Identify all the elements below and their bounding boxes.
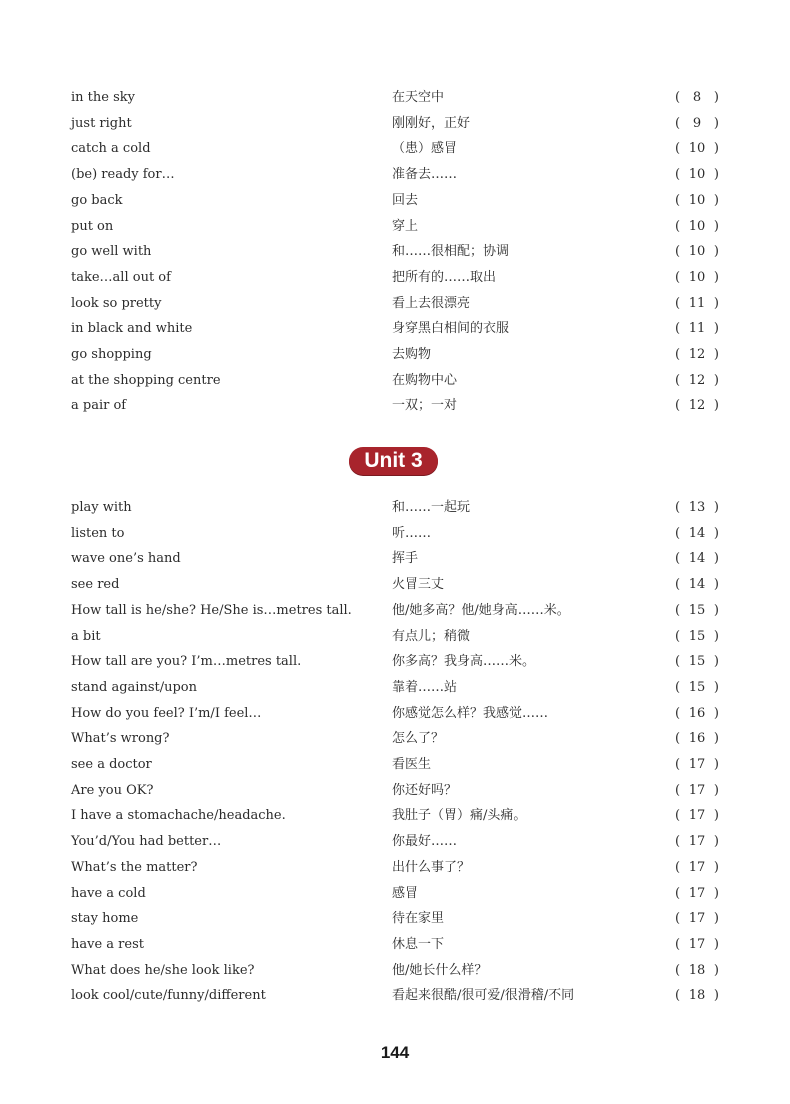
english-phrase: stay home: [71, 911, 139, 927]
page-reference: ( 10 ): [675, 266, 719, 290]
phrase-row: [0, 907, 790, 931]
english-phrase: just right: [71, 115, 132, 131]
chinese-meaning: 休息一下: [392, 936, 445, 952]
chinese-meaning: 有点儿；稍微: [392, 628, 471, 644]
chinese-meaning: 我肚子（胃）痛/头痛。: [392, 808, 527, 824]
english-phrase: I have a stomachache/headache.: [71, 808, 286, 824]
english-phrase: put on: [71, 218, 114, 234]
phrase-row: [0, 343, 790, 367]
page-reference: ( 16 ): [675, 727, 719, 751]
page-reference: ( 17 ): [675, 856, 719, 880]
chinese-meaning: （患）感冒: [392, 141, 458, 157]
phrase-row: [0, 394, 790, 418]
chinese-meaning: 去购物: [392, 347, 432, 362]
english-phrase: stand against/upon: [71, 679, 197, 695]
phrase-row: [0, 189, 790, 213]
page-reference: ( 10 ): [675, 163, 719, 187]
phrase-row: [0, 369, 790, 393]
page-reference: ( 16 ): [675, 702, 719, 726]
page-reference: ( 11 ): [675, 292, 719, 316]
chinese-meaning: 他/她长什么样？: [392, 962, 488, 978]
chinese-meaning: 待在家里: [392, 911, 445, 927]
page-reference-number: 10: [688, 141, 706, 157]
page-reference: ( 17 ): [675, 830, 719, 854]
page-reference-number: 14: [688, 551, 706, 567]
page-reference: ( 15 ): [675, 650, 719, 674]
phrase-row: [0, 496, 790, 520]
chinese-meaning: 挥手: [392, 551, 419, 567]
page-reference: ( 9 ): [675, 112, 719, 136]
chinese-meaning: 感冒: [392, 885, 419, 901]
page-reference: ( 17 ): [675, 933, 719, 957]
phrase-row: [0, 676, 790, 700]
phrase-row: [0, 240, 790, 264]
english-phrase: see a doctor: [71, 757, 152, 772]
chinese-meaning: 靠着……站: [392, 679, 458, 695]
chinese-meaning: 身穿黑白相间的衣服: [392, 321, 510, 337]
english-phrase: in black and white: [71, 321, 193, 337]
english-phrase: catch a cold: [71, 141, 151, 157]
chinese-meaning: 一双；一对: [392, 398, 458, 414]
phrase-row: [0, 112, 790, 136]
page-reference: ( 10 ): [675, 240, 719, 264]
page-reference-number: 14: [688, 577, 706, 593]
chinese-meaning: 在天空中: [392, 90, 445, 105]
page-reference: ( 15 ): [675, 676, 719, 700]
phrase-row: [0, 86, 790, 110]
chinese-meaning: 刚刚好，正好: [392, 115, 471, 131]
english-phrase: play with: [71, 500, 132, 515]
page-reference-number: 10: [688, 269, 706, 285]
english-phrase: wave one’s hand: [71, 551, 181, 567]
page-reference: ( 11 ): [675, 317, 719, 341]
phrase-row: [0, 599, 790, 623]
english-phrase: How tall is he/she? He/She is…metres tall.: [71, 602, 352, 618]
english-phrase: What does he/she look like?: [71, 962, 255, 978]
page-reference: ( 10 ): [675, 189, 719, 213]
chinese-meaning: 出什么事了？: [392, 859, 471, 875]
chinese-meaning: 和……很相配；协调: [392, 244, 510, 260]
phrase-row: [0, 727, 790, 751]
chinese-meaning: 你最好……: [392, 834, 458, 850]
chinese-meaning: 把所有的……取出: [392, 269, 497, 285]
page-reference-number: 10: [688, 167, 706, 183]
chinese-meaning: 你多高？我身高……米。: [392, 654, 536, 670]
english-phrase: go shopping: [71, 347, 152, 362]
phrase-row: [0, 625, 790, 649]
chinese-meaning: 和……一起玩: [392, 500, 471, 515]
page-reference-number: 17: [688, 911, 706, 927]
phrase-row: [0, 933, 790, 957]
page-reference: ( 17 ): [675, 779, 719, 803]
page-reference: ( 14 ): [675, 522, 719, 546]
page-reference-number: 17: [688, 782, 706, 798]
phrase-row: [0, 163, 790, 187]
phrase-row: [0, 215, 790, 239]
english-phrase: go well with: [71, 244, 152, 260]
chinese-meaning: 穿上: [392, 218, 419, 234]
phrase-row: [0, 882, 790, 906]
unit-heading-badge: Unit 3: [349, 447, 438, 475]
page-reference: ( 12 ): [675, 369, 719, 393]
phrase-row: [0, 830, 790, 854]
english-phrase: at the shopping centre: [71, 372, 221, 388]
english-phrase: take…all out of: [71, 269, 171, 285]
phrase-row: [0, 137, 790, 161]
english-phrase: have a cold: [71, 885, 146, 901]
chinese-meaning: 怎么了？: [392, 731, 445, 747]
chinese-meaning: 火冒三丈: [392, 577, 445, 593]
english-phrase: look so pretty: [71, 295, 162, 311]
page-reference: ( 12 ): [675, 394, 719, 418]
page-reference: ( 10 ): [675, 215, 719, 239]
page-reference-number: 10: [688, 192, 706, 208]
page-reference: ( 17 ): [675, 907, 719, 931]
page-reference-number: 15: [688, 654, 706, 670]
page-reference-number: 18: [688, 962, 706, 978]
page-reference: ( 17 ): [675, 753, 719, 777]
page-reference-number: 10: [688, 218, 706, 234]
english-phrase: a bit: [71, 628, 101, 644]
english-phrase: in the sky: [71, 90, 135, 105]
english-phrase: How tall are you? I’m…metres tall.: [71, 654, 302, 670]
page-reference-number: 17: [688, 834, 706, 850]
page-reference-number: 12: [688, 347, 706, 362]
phrase-row: [0, 856, 790, 880]
phrase-row: [0, 547, 790, 571]
chinese-meaning: 准备去……: [392, 167, 458, 183]
page-reference: ( 15 ): [675, 625, 719, 649]
chinese-meaning: 在购物中心: [392, 372, 458, 388]
chinese-meaning: 回去: [392, 192, 419, 208]
page-reference-number: 17: [688, 808, 706, 824]
page-reference: ( 17 ): [675, 804, 719, 828]
page-reference: ( 8 ): [675, 86, 719, 110]
english-phrase: go back: [71, 192, 123, 208]
chinese-meaning: 他/她多高？他/她身高……米。: [392, 602, 570, 618]
page-reference: ( 18 ): [675, 984, 719, 1008]
page-reference-number: 8: [692, 90, 702, 105]
english-phrase: have a rest: [71, 936, 144, 952]
phrase-row: [0, 266, 790, 290]
page-reference-number: 15: [688, 628, 706, 644]
page-reference: ( 13 ): [675, 496, 719, 520]
page-reference-number: 16: [688, 705, 706, 721]
page-reference-number: 17: [688, 859, 706, 875]
page-reference-number: 12: [688, 372, 706, 388]
page-reference: ( 12 ): [675, 343, 719, 367]
page-reference-number: 17: [688, 885, 706, 901]
page-reference-number: 15: [688, 679, 706, 695]
page-reference-number: 16: [688, 731, 706, 747]
phrase-row: [0, 959, 790, 983]
page-reference-number: 13: [688, 500, 706, 515]
phrase-row: [0, 804, 790, 828]
english-phrase: (be) ready for…: [71, 167, 175, 183]
page-reference-number: 17: [688, 757, 706, 772]
chinese-meaning: 听……: [392, 525, 432, 541]
page-reference-number: 9: [692, 115, 702, 131]
phrase-row: [0, 702, 790, 726]
page-reference-number: 17: [688, 936, 706, 952]
page-reference-number: 11: [688, 295, 706, 311]
page-reference-number: 18: [688, 988, 706, 1004]
page-reference-number: 11: [688, 321, 706, 337]
english-phrase: How do you feel? I’m/I feel…: [71, 705, 262, 721]
english-phrase: see red: [71, 577, 120, 593]
phrase-row: [0, 292, 790, 316]
english-phrase: listen to: [71, 525, 125, 541]
page-reference-number: 14: [688, 525, 706, 541]
page-number: 144: [380, 1043, 410, 1062]
phrase-row: [0, 779, 790, 803]
phrase-row: [0, 317, 790, 341]
phrase-row: [0, 650, 790, 674]
page-reference-number: 10: [688, 244, 706, 260]
phrase-row: [0, 573, 790, 597]
page-reference-number: 15: [688, 602, 706, 618]
page-reference-number: 12: [688, 398, 706, 414]
chinese-meaning: 你感觉怎么样？我感觉……: [392, 705, 549, 721]
page-reference: ( 15 ): [675, 599, 719, 623]
chinese-meaning: 你还好吗？: [392, 782, 458, 798]
english-phrase: look cool/cute/funny/different: [71, 988, 266, 1004]
chinese-meaning: 看起来很酷/很可爱/很滑稽/不同: [392, 988, 575, 1004]
page-reference: ( 14 ): [675, 547, 719, 571]
english-phrase: What’s the matter?: [71, 859, 198, 875]
phrase-row: [0, 522, 790, 546]
chinese-meaning: 看医生: [392, 757, 432, 772]
page-reference: ( 10 ): [675, 137, 719, 161]
chinese-meaning: 看上去很漂亮: [392, 295, 471, 311]
english-phrase: What’s wrong?: [71, 731, 170, 747]
phrase-row: [0, 753, 790, 777]
english-phrase: a pair of: [71, 398, 127, 414]
english-phrase: Are you OK?: [71, 782, 154, 798]
page-reference: ( 17 ): [675, 882, 719, 906]
page-reference: ( 14 ): [675, 573, 719, 597]
english-phrase: You’d/You had better…: [71, 834, 222, 850]
phrase-row: [0, 984, 790, 1008]
page-reference: ( 18 ): [675, 959, 719, 983]
